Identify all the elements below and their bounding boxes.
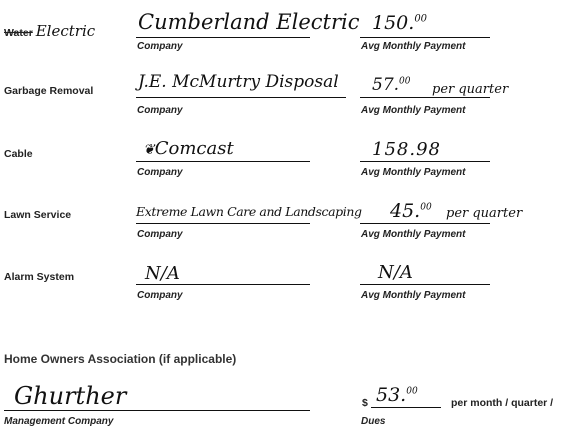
payment-line [360, 223, 490, 224]
payment-value: 45.00 [390, 200, 432, 222]
utility-label-water [4, 22, 95, 40]
comcast-logo-icon: ❦ [143, 142, 155, 158]
payment-value: 57.00 [372, 75, 411, 95]
company-line [136, 37, 310, 38]
payment-value: N/A [378, 262, 413, 283]
company-caption: Company [137, 105, 183, 116]
company-value: N/A [145, 263, 180, 284]
payment-line [360, 161, 490, 162]
payment-line [360, 284, 490, 285]
payment-caption: Avg Monthly Payment [361, 229, 466, 240]
handwritten-label: Electric [35, 22, 96, 40]
company-line [136, 97, 346, 98]
hoa-dues-value: 53.00 [376, 384, 418, 406]
payment-caption: Avg Monthly Payment [361, 290, 466, 301]
payment-note: per quarter [432, 82, 509, 97]
company-line [136, 223, 310, 224]
hoa-company-line [4, 410, 310, 411]
dues-period: per month / quarter / [451, 397, 554, 409]
company-caption: Company [137, 229, 183, 240]
utility-label: Cable [4, 148, 33, 160]
hoa-company-value: Ghurther [14, 382, 127, 410]
company-value: Cumberland Electric [138, 10, 360, 34]
company-line [136, 161, 310, 162]
company-value: ❦Comcast [143, 138, 234, 159]
payment-caption: Avg Monthly Payment [361, 167, 466, 178]
company-value: J.E. McMurtry Disposal [138, 72, 339, 92]
payment-caption: Avg Monthly Payment [361, 105, 466, 116]
struck-label: Water [4, 27, 33, 39]
payment-value: 150.00 [372, 12, 428, 34]
payment-value: 158.98 [372, 139, 441, 160]
hoa-heading: Home Owners Association (if applicable) [4, 352, 237, 366]
company-caption: Company [137, 167, 183, 178]
company-value: Extreme Lawn Care and Landscaping [136, 204, 362, 219]
payment-line [360, 37, 490, 38]
company-caption: Company [137, 290, 183, 301]
payment-line [360, 97, 490, 98]
dues-line [371, 407, 441, 408]
utility-label: Garbage Removal [4, 85, 94, 97]
company-caption: Company [137, 41, 183, 52]
dollar-sign: $ [362, 397, 368, 409]
utility-label: Lawn Service [4, 209, 72, 221]
management-company-caption: Management Company [4, 416, 114, 427]
dues-caption: Dues [361, 416, 386, 427]
utility-label: Alarm System [4, 271, 75, 283]
company-line [136, 284, 310, 285]
payment-note: per quarter [446, 206, 523, 221]
payment-caption: Avg Monthly Payment [361, 41, 466, 52]
